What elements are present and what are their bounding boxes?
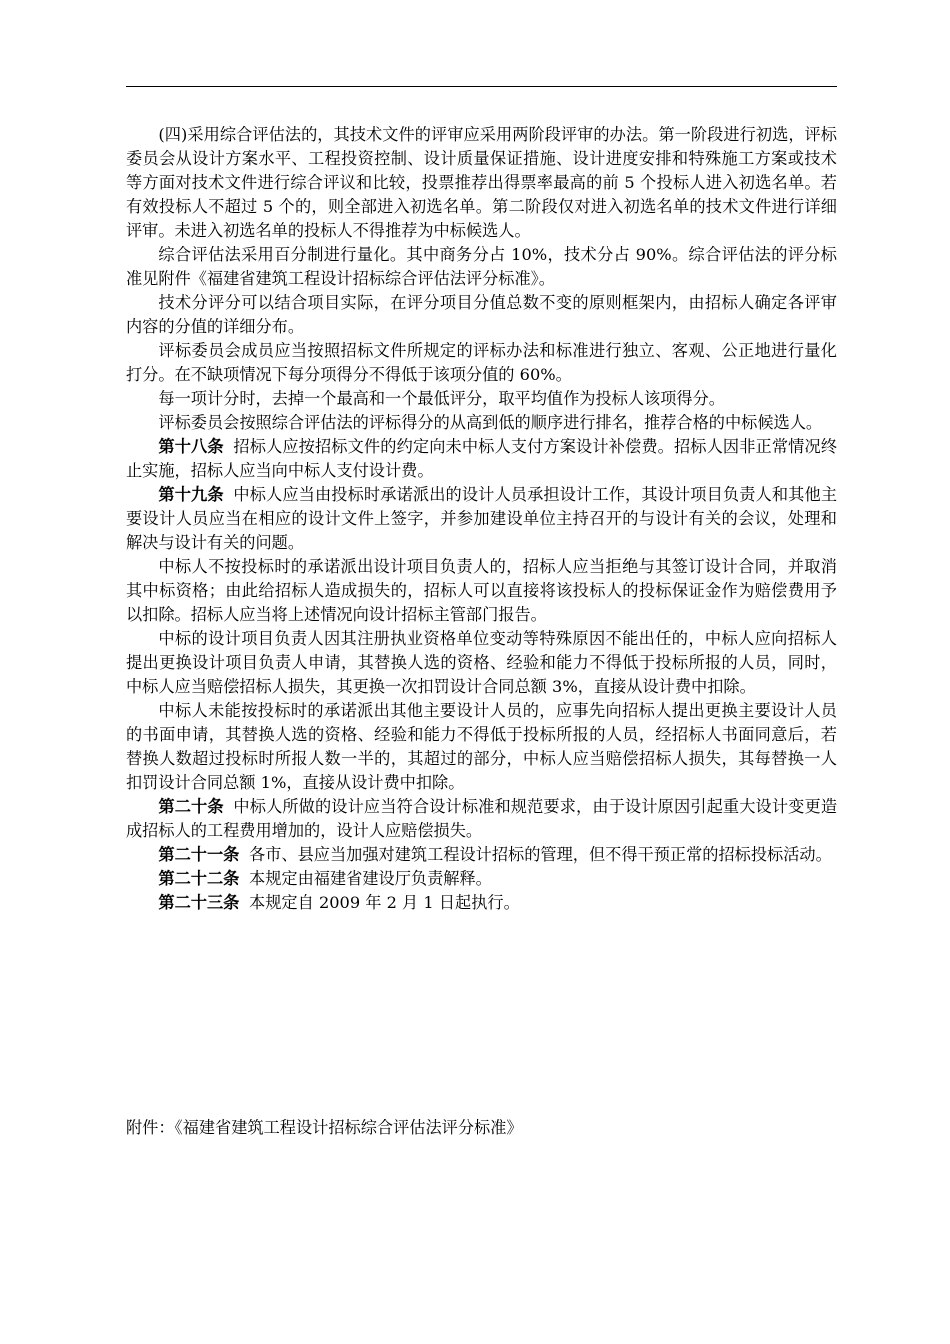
paragraph-ranking: 评标委员会按照综合评估法的评标得分的从高到低的顺序进行排名，推荐合格的中标候选人。 [158, 413, 823, 432]
attachment-note: 附件：《福建省建筑工程设计招标综合评估法评分标准》 [126, 1118, 523, 1137]
article-number: 第二十一条 [158, 845, 240, 864]
article-20 [126, 795, 837, 843]
paragraph-staff-replacement: 中标人未能按投标时的承诺派出其他主要设计人员的，应事先向招标人提出更换主要设计人员的书面申请，其替换人选的资格、经验和能力不得低于投标所报的人员，经招标人书面同意后，若替换人数超过投标时所报人数一半的，其超过的部分，中标人应当赔偿招标人损失，其每替换一人扣罚设计合同总额 1%，直接从设计费中扣除。 [126, 701, 837, 792]
document-body [126, 123, 837, 915]
header-rule [126, 86, 837, 87]
article-18 [126, 435, 837, 483]
article-text: 招标人应按招标文件的约定向未中标人支付方案设计补偿费。招标人因非正常情况终止实施，招标人应当向中标人支付设计费。 [126, 437, 838, 480]
article-number: 第二十三条 [158, 893, 240, 912]
paragraph-two-stage-review: (四)采用综合评估法的，其技术文件的评审应采用两阶段评审的办法。第一阶段进行初选，评标委员会从设计方案水平、工程投资控制、设计质量保证措施、设计进度安排和特殊施工方案或技术等方面对技术文件进行综合评议和比较，投票推荐出得票率最高的前 5 个投标人进入初选名单。若有效投标人不超过 5 个的，则全部进入初选名单。第二阶段仅对进入初选名单的技术文件进行详细评审。未进入初选名单的投标人不得推荐为中标候选人。 [126, 125, 837, 240]
paragraph-average-score: 每一项计分时，去掉一个最高和一个最低评分，取平均值作为投标人该项得分。 [158, 389, 725, 408]
article-19 [126, 483, 837, 555]
article-number: 第二十条 [158, 797, 224, 816]
article-text: 各市、县应当加强对建筑工程设计招标的管理，但不得干预正常的招标投标活动。 [249, 845, 832, 864]
paragraph-project-leader-breach: 中标人不按投标时的承诺派出设计项目负责人的，招标人应当拒绝与其签订设计合同，并取消其中标资格；由此给招标人造成损失的，招标人可以直接将该投标人的投标保证金作为赔偿费用予以扣除。招标人应当将上述情况向设计招标主管部门报告。 [126, 557, 837, 624]
article-23 [126, 891, 837, 915]
article-number: 第十八条 [158, 437, 224, 456]
article-text: 中标人应当由投标时承诺派出的设计人员承担设计工作，其设计项目负责人和其他主要设计人员应当在相应的设计文件上签字，并参加建设单位主持召开的与设计有关的会议，处理和解决与设计有关的问题。 [126, 485, 838, 552]
article-number: 第十九条 [158, 485, 224, 504]
paragraph-committee-scoring: 评标委员会成员应当按照招标文件所规定的评标办法和标准进行独立、客观、公正地进行量化打分。在不缺项情况下每分项得分不得低于该项分值的 60%。 [126, 341, 837, 384]
article-21 [126, 843, 837, 867]
article-number: 第二十二条 [158, 869, 240, 888]
article-22 [126, 867, 837, 891]
article-text: 本规定由福建省建设厅负责解释。 [249, 869, 492, 888]
article-text: 本规定自 2009 年 2 月 1 日起执行。 [249, 893, 520, 912]
paragraph-technical-score: 技术分评分可以结合项目实际，在评分项目分值总数不变的原则框架内，由招标人确定各评审内容的分值的详细分布。 [126, 293, 837, 336]
paragraph-scoring-weights: 综合评估法采用百分制进行量化。其中商务分占 10%，技术分占 90%。综合评估法的评分标准见附件《福建省建筑工程设计招标综合评估法评分标准》。 [126, 245, 837, 288]
paragraph-project-leader-replacement: 中标的设计项目负责人因其注册执业资格单位变动等特殊原因不能出任的，中标人应向招标人提出更换设计项目负责人申请，其替换人选的资格、经验和能力不得低于投标所报的人员，同时，中标人应当赔偿招标人损失，其更换一次扣罚设计合同总额 3%，直接从设计费中扣除。 [126, 629, 837, 696]
article-text: 中标人所做的设计应当符合设计标准和规范要求，由于设计原因引起重大设计变更造成招标人的工程费用增加的，设计人应赔偿损失。 [126, 797, 838, 840]
